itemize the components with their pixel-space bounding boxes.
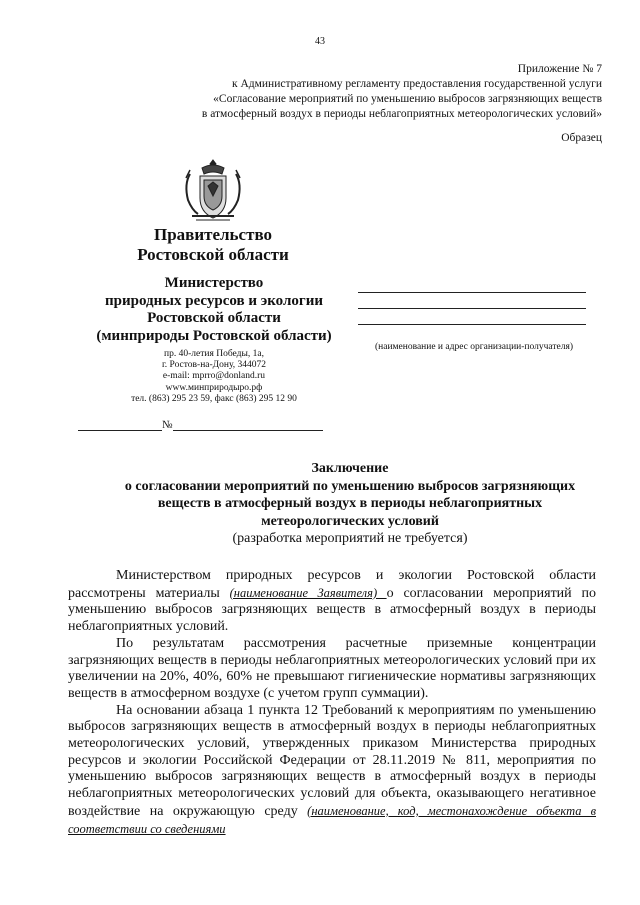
government-line: Ростовской области <box>137 245 289 264</box>
ministry-name <box>64 275 364 345</box>
ministry-line: Министерство <box>164 275 264 291</box>
recipient-caption: (наименование и адрес организации-получателя) <box>374 342 573 352</box>
annex-line: «Согласование мероприятий по уменьшению выбросов загрязняющих веществ <box>213 93 602 105</box>
ministry-line: (минприроды Ростовской области) <box>96 327 332 344</box>
ministry-line: Ростовской области <box>147 310 281 326</box>
body-text <box>68 568 596 838</box>
paragraph-text: Министерством природных ресурсов и экологии Ростовской области рассмотрены материалы <box>68 568 596 601</box>
date-blank <box>78 420 162 431</box>
recipient-fill-lines <box>358 292 586 340</box>
contact-address: пр. 40-летия Победы, 1а, <box>164 349 264 359</box>
conclusion-title-line: метеорологических условий <box>261 513 439 529</box>
annex-header <box>82 62 602 122</box>
conclusion-title-line: веществ в атмосферный воздух в периоды неблагоприятных <box>157 496 543 511</box>
contact-phone: тел. (863) 295 23 59, факс (863) 295 12 90 <box>131 393 297 404</box>
number-blank <box>173 420 323 431</box>
paragraph: По результатам рассмотрения расчетные приземные концентрации загрязняющих веществ в периоды неблагоприятных метеорологических условий при их увеличении на 20%, 40%, 60% не превышают гигиенические нормативы загрязняющих веществ в атмосферном воздухе (с учетом групп суммации). <box>68 635 596 701</box>
contact-website: www.минприродыро.рф <box>165 382 263 393</box>
ministry-line: природных ресурсов и экологии <box>105 292 323 309</box>
reference-line <box>78 419 323 431</box>
conclusion-title-line: Заключение <box>311 461 389 476</box>
number-sign: № <box>162 419 173 431</box>
recipient-line <box>358 292 586 293</box>
contact-city: г. Ростов-на-Дону, 344072 <box>161 360 267 371</box>
conclusion-title-line: о согласовании мероприятий по уменьшению выбросов загрязняющих <box>124 478 576 494</box>
annex-line: к Административному регламенту предоставления государственной услуги <box>231 78 602 90</box>
paragraph-text: о согласовании мероприятий по уменьшению выбросов загрязняющих веществ в атмосферный воздух в периоды неблагоприятных условий. <box>68 585 597 635</box>
applicant-placeholder: (наименование Заявителя) <box>229 585 387 600</box>
recipient-line <box>358 308 586 309</box>
government-name <box>98 225 328 265</box>
conclusion-title <box>80 460 620 530</box>
paragraph <box>68 568 596 636</box>
annex-line: Приложение № 7 <box>517 63 602 75</box>
paragraph <box>68 703 596 839</box>
sample-label: Образец <box>561 132 602 144</box>
object-placeholder: (наименование, код, местонахождение объекта в соответствии со сведениями <box>68 803 597 836</box>
page-number: 43 <box>315 36 325 47</box>
conclusion-subtitle: (разработка мероприятий не требуется) <box>232 531 468 546</box>
contact-email: e-mail: mprro@donland.ru <box>162 371 266 382</box>
contact-block <box>104 349 324 405</box>
annex-line: в атмосферный воздух в периоды неблагоприятных метеорологических условий» <box>201 108 602 120</box>
paragraph-text: На основании абзаца 1 пункта 12 Требований к мероприятиям по уменьшению выбросов загрязняющих веществ в атмосферный воздух в периоды неблагоприятных метеорологических условий, утвержденных приказом Министерства природных ресурсов и экологии Российской Федерации от 28.11.2019 № 811, мероприятия по уменьшению выбросов загрязняющих веществ в атмосферный воздух в периоды неблагоприятных метеорологических условий для объекта, оказывающего негативное воздействие на окружающую среду <box>68 702 596 819</box>
government-line: Правительство <box>153 225 273 244</box>
coat-of-arms-emblem <box>178 158 248 222</box>
recipient-line <box>358 324 586 325</box>
